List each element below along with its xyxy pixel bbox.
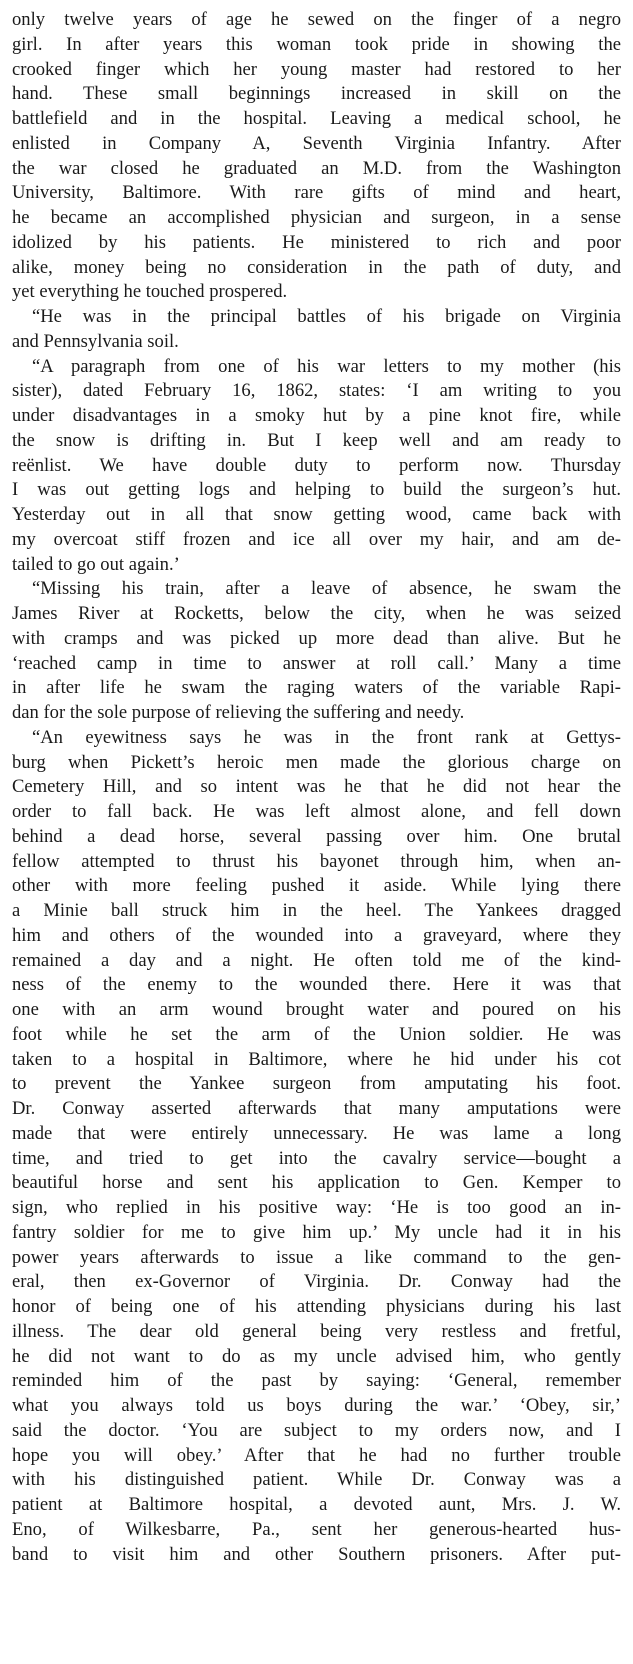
text-line: dan for the sole purpose of relieving the suffering and needy. [12,702,465,723]
text-line: band to visit him and other Southern prisoners. After put- [12,1543,621,1565]
text-line: patient at Baltimore hospital, a devoted aunt, Mrs. J. W. [12,1494,621,1515]
text-line: with his distinguished patient. While Dr. Conway was a [12,1469,621,1491]
text-line: fantry soldier for me to give him up.’ My uncle had it in his [12,1221,621,1243]
text-line: order to fall back. He was left almost alone, and fell down [12,801,621,822]
text-line: in after life he swam the raging waters of the variable Rapi- [12,677,621,699]
document-page [12,8,621,1567]
text-line: “A paragraph from one of his war letters to my mother (his [32,355,621,377]
text-line: enlisted in Company A, Seventh Virginia Infantry. After [12,132,621,154]
text-line: burg when Pickett’s heroic men made the glorious charge on [12,751,621,773]
text-line: power years afterwards to issue a like command to the gen- [12,1246,621,1268]
text-line: honor of being one of his attending physicians during his last [12,1296,621,1317]
text-line: idolized by his patients. He ministered to rich and poor [12,231,621,253]
text-line: he became an accomplished physician and surgeon, in a sense [12,207,621,228]
text-line: time, and tried to get into the cavalry service—bought a [12,1147,621,1169]
text-line: Yesterday out in all that snow getting wood, came back with [12,504,621,525]
text-line: Cemetery Hill, and so intent was he that he did not hear the [12,776,621,798]
text-line: Dr. Conway asserted afterwards that many amputations were [12,1098,621,1119]
text-line: a Minie ball struck him in the heel. The Yankees dragged [12,900,621,921]
text-line: ‘reached camp in time to answer at roll call.’ Many a time [12,652,621,674]
text-line: alike, money being no consideration in the path of duty, and [12,256,621,278]
text-line: illness. The dear old general being very restless and fretful, [12,1320,621,1342]
text-line: with cramps and was picked up more dead than alive. But he [12,627,621,649]
text-line: the snow is drifting in. But I keep well and am ready to [12,429,621,451]
text-line: beautiful horse and sent his application to Gen. Kemper to [12,1172,621,1194]
text-line: I was out getting logs and helping to build the surgeon’s hut. [12,479,621,501]
paragraph [12,355,621,578]
text-line: he did not want to do as my uncle advised him, who gently [12,1345,621,1367]
text-line: sister), dated February 16, 1862, states: ‘I am writing to you [12,380,621,402]
text-line: one with an arm wound brought water and poured on his [12,999,621,1020]
text-line: ness of the enemy to the wounded there. Here it was that [12,974,621,996]
paragraph [12,726,621,1568]
text-line: him and others of the wounded into a graveyard, where they [12,924,621,946]
text-line: the war closed he graduated an M.D. from the Washington [12,157,621,179]
text-line: sign, who replied in his positive way: ‘He is too good an in- [12,1197,621,1218]
text-line: what you always told us boys during the war.’ ‘Obey, sir,’ [12,1395,621,1416]
text-line: behind a dead horse, several passing over him. One brutal [12,825,621,847]
text-line: and Pennsylvania soil. [12,330,179,352]
text-line: remained a day and a night. He often told me of the kind- [12,949,621,971]
text-line: said the doctor. ‘You are subject to my orders now, and I [12,1419,621,1441]
text-line: eral, then ex-Governor of Virginia. Dr. Conway had the [12,1271,621,1293]
text-line: battlefield and in the hospital. Leaving a medical school, he [12,108,621,129]
text-line: under disadvantages in a smoky hut by a pine knot fire, while [12,405,621,426]
paragraph [12,8,621,305]
text-line: fellow attempted to thrust his bayonet through him, when an- [12,850,621,872]
text-line: my overcoat stiff frozen and ice all over my hair, and am de- [12,528,621,550]
text-line: James River at Rocketts, below the city, when he was seized [12,603,621,624]
text-line: foot while he set the arm of the Union soldier. He was [12,1023,621,1045]
text-line: taken to a hospital in Baltimore, where he hid under his cot [12,1048,621,1070]
text-line: Eno, of Wilkesbarre, Pa., sent her generous-hearted hus- [12,1518,621,1540]
text-line: “Missing his train, after a leave of absence, he swam the [32,578,621,600]
text-line: hand. These small beginnings increased in skill on the [12,83,621,105]
text-line: to prevent the Yankee surgeon from amputating his foot. [12,1073,621,1095]
text-line: only twelve years of age he sewed on the finger of a negro [12,9,621,30]
text-line: University, Baltimore. With rare gifts of mind and heart, [12,182,621,204]
text-line: crooked finger which her young master had restored to her [12,58,621,80]
text-line: reënlist. We have double duty to perform now. Thursday [12,454,621,476]
text-line: reminded him of the past by saying: ‘General, remember [12,1370,621,1392]
paragraph [12,577,621,726]
text-line: yet everything he touched prospered. [12,281,288,303]
text-line: “An eyewitness says he was in the front rank at Gettys- [32,726,621,748]
text-line: hope you will obey.’ After that he had no further trouble [12,1444,621,1466]
text-line: tailed to go out again.’ [12,553,180,575]
text-line: other with more feeling pushed it aside. While lying there [12,875,621,897]
text-line: “He was in the principal battles of his brigade on Virginia [32,306,621,327]
text-line: girl. In after years this woman took pride in showing the [12,33,621,55]
paragraph [12,305,621,355]
text-line: made that were entirely unnecessary. He was lame a long [12,1122,621,1144]
